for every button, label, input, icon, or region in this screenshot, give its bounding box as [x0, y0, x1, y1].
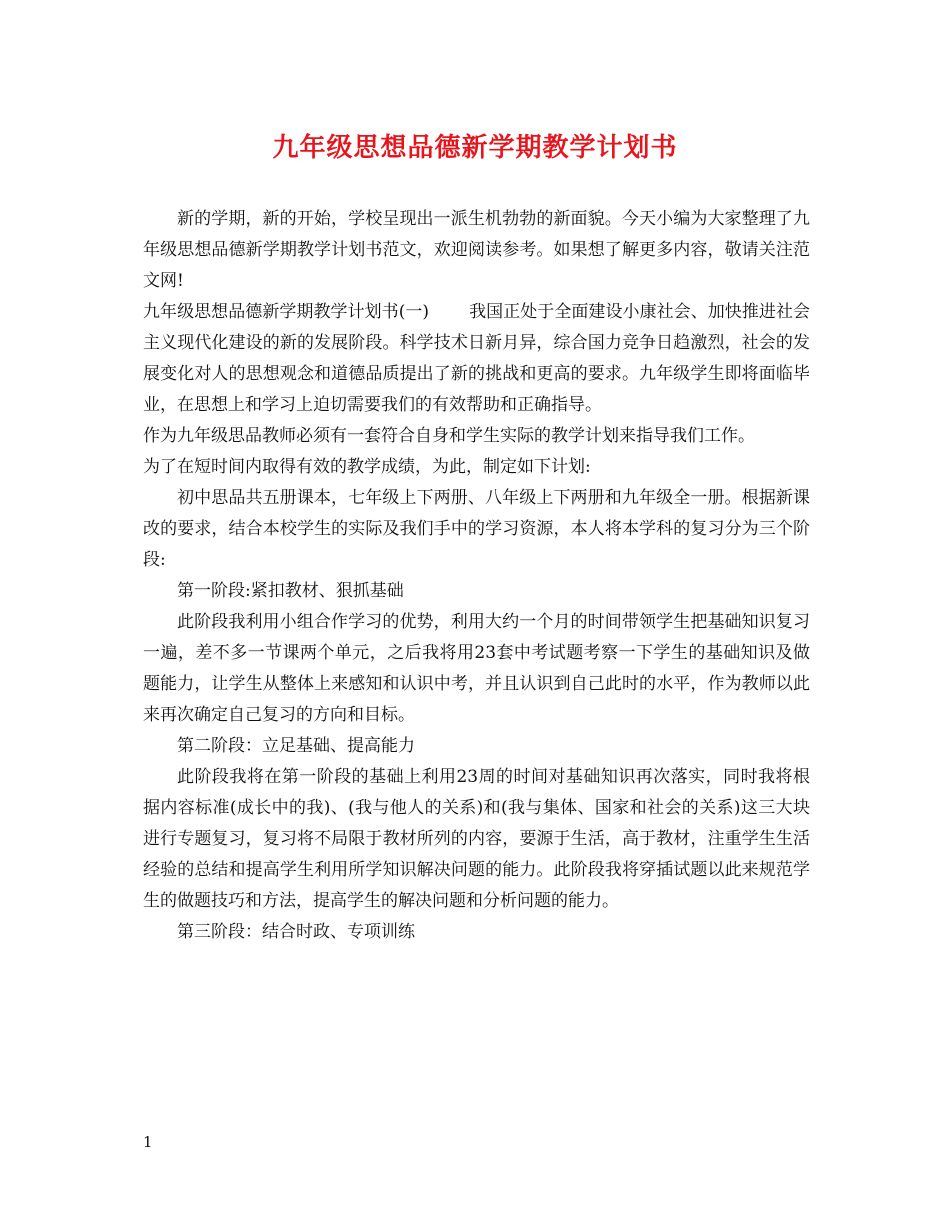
paragraph-2: 作为九年级思品教师必须有一套符合自身和学生实际的教学计划来指导我们工作。	[143, 426, 755, 446]
section-paragraph	[143, 297, 810, 421]
stage-2-body: 此阶段我将在第一阶段的基础上利用23周的时间对基础知识再次落实，同时我将根据内容标准(成长中的我)、(我与他人的关系)和(我与集体、国家和社会的关系)这三大块进行专题复习，复习将不局限于教材所列的内容，要源于生活，高于教材，注重学生生活经验的总结和提高学生利用所学知识解决问题的能力。此阶段我将穿插试题以此来规范学生的做题技巧和方法，提高学生的解决问题和分析问题的能力。	[143, 767, 810, 911]
section-heading: 九年级思想品德新学期教学计划书(一)	[143, 302, 430, 322]
section-text: 我国正处于全面建设小康社会、加快推进社会主义现代化建设的新的发展阶段。科学技术日新月异，综合国力竞争日趋激烈，社会的发展变化对人的思想观念和道德品质提出了新的挑战和更高的要求。九年级学生即将面临毕业，在思想上和学习上迫切需要我们的有效帮助和正确指导。	[143, 302, 810, 415]
intro-paragraph: 新的学期，新的开始，学校呈现出一派生机勃勃的新面貌。今天小编为大家整理了九年级思想品德新学期教学计划书范文，欢迎阅读参考。如果想了解更多内容，敬请关注范文网!	[143, 209, 810, 291]
document-body	[143, 204, 810, 948]
stage-3-heading: 第三阶段：结合时政、专项训练	[177, 922, 415, 942]
stage-1-body: 此阶段我利用小组合作学习的优势，利用大约一个月的时间带领学生把基础知识复习一遍，差不多一节课两个单元，之后我将用23套中考试题考察一下学生的基础知识及做题能力，让学生从整体上来感知和认识中考，并且认识到自己此时的水平，作为教师以此来再次确定自己复习的方向和目标。	[143, 612, 810, 725]
stage-2-heading: 第二阶段：立足基础、提高能力	[177, 736, 415, 756]
paragraph-3: 为了在短时间内取得有效的教学成绩，为此，制定如下计划:	[143, 457, 591, 477]
stage-1-heading: 第一阶段:紧扣教材、狠抓基础	[177, 581, 404, 601]
document-title: 九年级思想品德新学期教学计划书	[272, 133, 678, 163]
paragraph-4: 初中思品共五册课本，七年级上下两册、八年级上下两册和九年级全一册。根据新课改的要求，结合本校学生的实际及我们手中的学习资源，本人将本学科的复习分为三个阶段:	[143, 488, 810, 570]
page-number: 1	[143, 1133, 153, 1151]
